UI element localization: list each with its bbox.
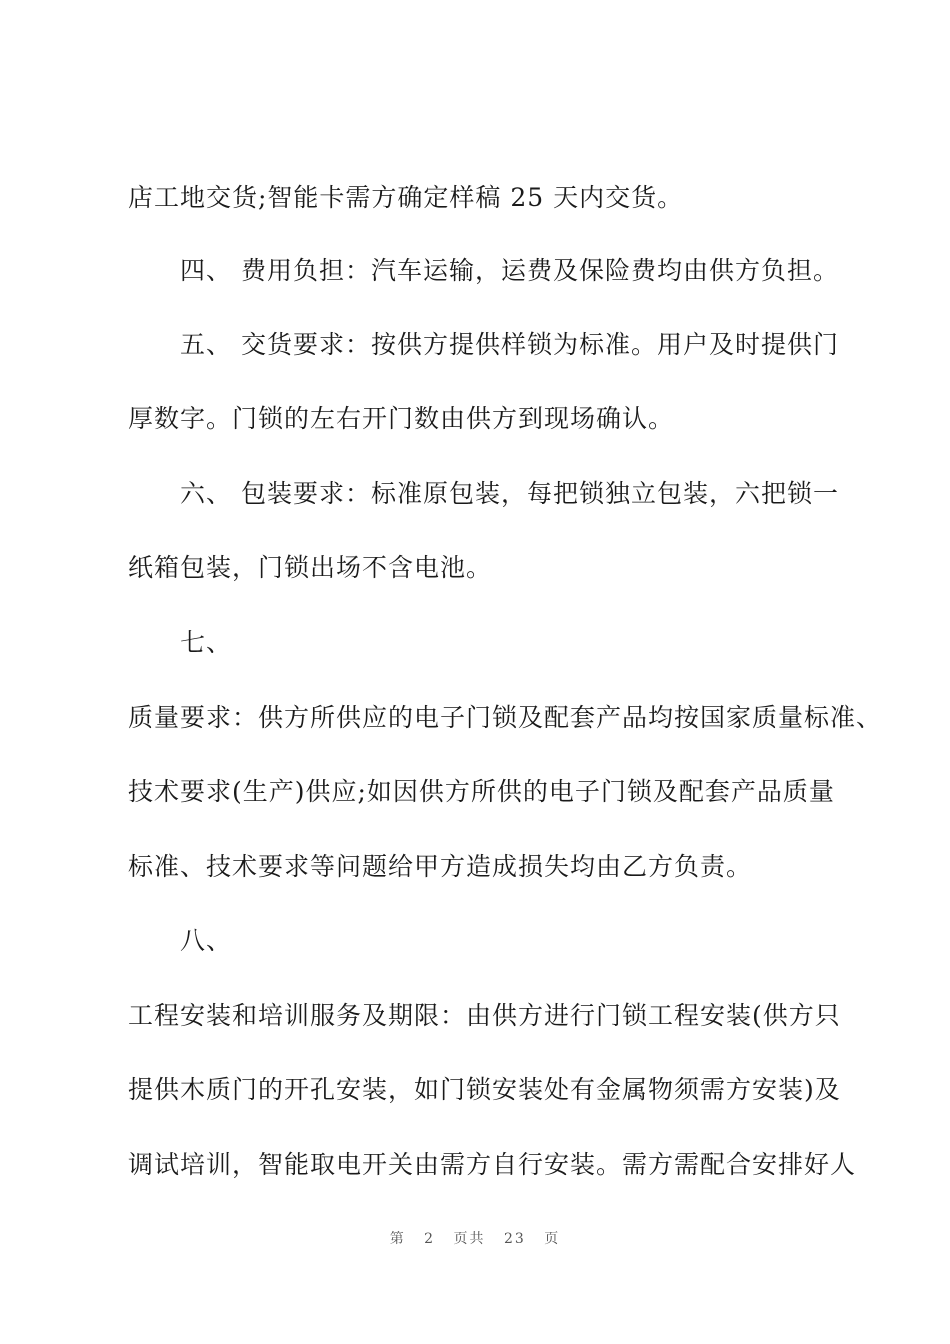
page-footer (0, 1228, 950, 1248)
footer-total-pages: 23 (504, 1231, 526, 1247)
text-line-12: 工程安装和培训服务及期限：由供方进行门锁工程安装(供方只 (128, 1001, 841, 1030)
text-line-7: 七、 (180, 628, 233, 657)
text-line-10: 标准、技术要求等问题给甲方造成损失均由乙方负责。 (128, 852, 753, 881)
text-line-14: 调试培训，智能取电开关由需方自行安装。需方需配合安排好人 (128, 1150, 857, 1179)
text-line-1: 店工地交货;智能卡需方确定样稿 25 天内交货。 (128, 183, 684, 212)
text-line-8: 质量要求：供方所供应的电子门锁及配套产品均按国家质量标准、 (128, 703, 883, 732)
footer-suffix: 页 (544, 1231, 561, 1247)
text-line-13: 提供木质门的开孔安装，如门锁安装处有金属物须需方安装)及 (128, 1075, 841, 1104)
footer-current-page: 2 (424, 1231, 436, 1247)
footer-middle: 页共 (453, 1231, 486, 1247)
text-line-6: 纸箱包装，门锁出场不含电池。 (128, 553, 493, 582)
text-line-9: 技术要求(生产)供应;如因供方所供的电子门锁及配套产品质量 (128, 777, 835, 806)
text-line-5: 六、 包装要求：标准原包装，每把锁独立包装，六把锁一 (180, 479, 839, 508)
text-line-2: 四、 费用负担：汽车运输，运费及保险费均由供方负担。 (180, 256, 839, 285)
text-line-3: 五、 交货要求：按供方提供样锁为标准。用户及时提供门 (180, 330, 839, 359)
text-line-4: 厚数字。门锁的左右开门数由供方到现场确认。 (128, 404, 675, 433)
footer-prefix: 第 (389, 1231, 406, 1247)
text-line-11: 八、 (180, 926, 233, 955)
